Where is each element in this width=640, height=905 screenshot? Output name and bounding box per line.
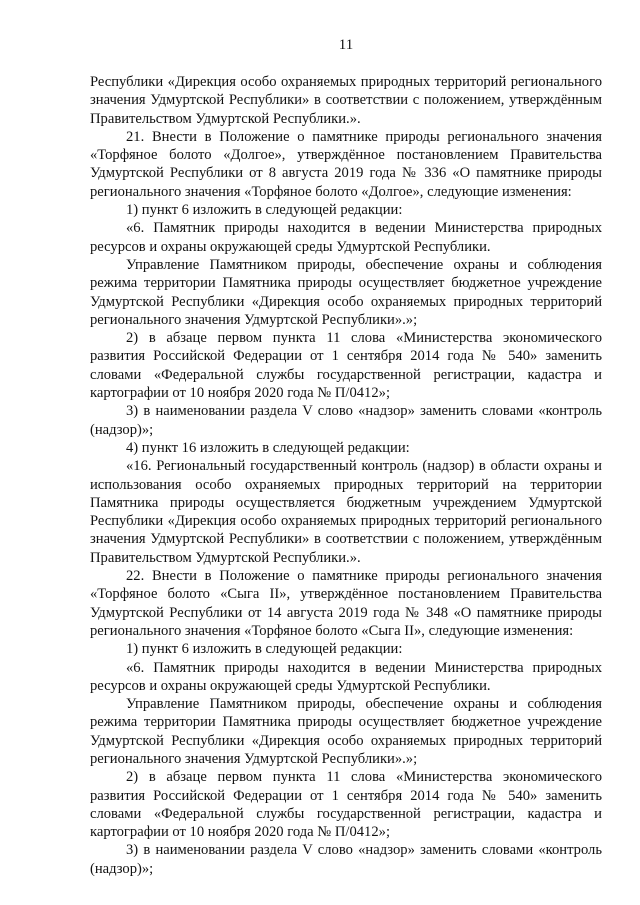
paragraph: 3) в наименовании раздела V слово «надзор» заменить словами «контроль (надзор)»; bbox=[90, 842, 602, 877]
paragraph: 2) в абзаце первом пункта 11 слова «Министерства экономического развития Российской Федерации от 1 сентября 2014 года № 540» заменить словами «Федеральной службы государственной регистрации, кадастра и картографии от 10 ноября 2020 года № П/0412»; bbox=[90, 330, 602, 402]
paragraph: Республики «Дирекция особо охраняемых природных территорий регионального значения Удмуртской Республики» в соответствии с положением, утверждённым Правительством Удмуртской Республики.». bbox=[90, 74, 602, 127]
paragraph: 1) пункт 6 изложить в следующей редакции: bbox=[126, 202, 403, 219]
paragraph: 1) пункт 6 изложить в следующей редакции: bbox=[126, 641, 403, 658]
page-number: 11 bbox=[338, 37, 354, 53]
paragraph: «16. Региональный государственный контроль (надзор) в области охраны и использования особо охраняемых природных территорий на территории Памятника природы осуществляется бюджетным учреждением Удмуртской Республики «Дирекция особо охраняемых природных территорий регионального значения Удмуртской Республики» в соответствии с положением, утверждённым Правительством Удмуртской Республики.». bbox=[90, 458, 602, 566]
document-page bbox=[90, 38, 602, 878]
paragraph: 2) в абзаце первом пункта 11 слова «Министерства экономического развития Российской Федерации от 1 сентября 2014 года № 540» заменить словами «Федеральной службы государственной регистрации, кадастра и картографии от 10 ноября 2020 года № П/0412»; bbox=[90, 769, 602, 841]
paragraph: 22. Внести в Положение о памятнике природы регионального значения «Торфяное болото «Сыга II», утверждённое постановлением Правительства Удмуртской Республики от 14 августа 2019 года № 348 «О памятнике природы регионального значения «Торфяное болото «Сыга II», следующие изменения: bbox=[90, 568, 602, 639]
paragraph: Управление Памятником природы, обеспечение охраны и соблюдения режима территории Памятника природы осуществляет бюджетное учреждение Удмуртской Республики «Дирекция особо охраняемых природных территорий регионального значения Удмуртской Республики».»; bbox=[90, 256, 602, 328]
paragraph: Управление Памятником природы, обеспечение охраны и соблюдения режима территории Памятника природы осуществляет бюджетное учреждение Удмуртской Республики «Дирекция особо охраняемых природных территорий регионального значения Удмуртской Республики».»; bbox=[90, 696, 602, 767]
paragraph: «6. Памятник природы находится в ведении Министерства природных ресурсов и охраны окружающей среды Удмуртской Республики. bbox=[90, 220, 602, 255]
paragraph: 21. Внести в Положение о памятнике природы регионального значения «Торфяное болото «Долгое», утверждённое постановлением Правительства Удмуртской Республики от 8 августа 2019 года № 336 «О памятнике природы регионального значения «Торфяное болото «Долгое», следующие изменения: bbox=[90, 128, 602, 200]
paragraph: «6. Памятник природы находится в ведении Министерства природных ресурсов и охраны окружающей среды Удмуртской Республики. bbox=[90, 659, 602, 694]
paragraph: 3) в наименовании раздела V слово «надзор» заменить словами «контроль (надзор)»; bbox=[90, 403, 602, 438]
paragraph: 4) пункт 16 изложить в следующей редакции: bbox=[126, 439, 410, 456]
document-body bbox=[90, 73, 602, 878]
